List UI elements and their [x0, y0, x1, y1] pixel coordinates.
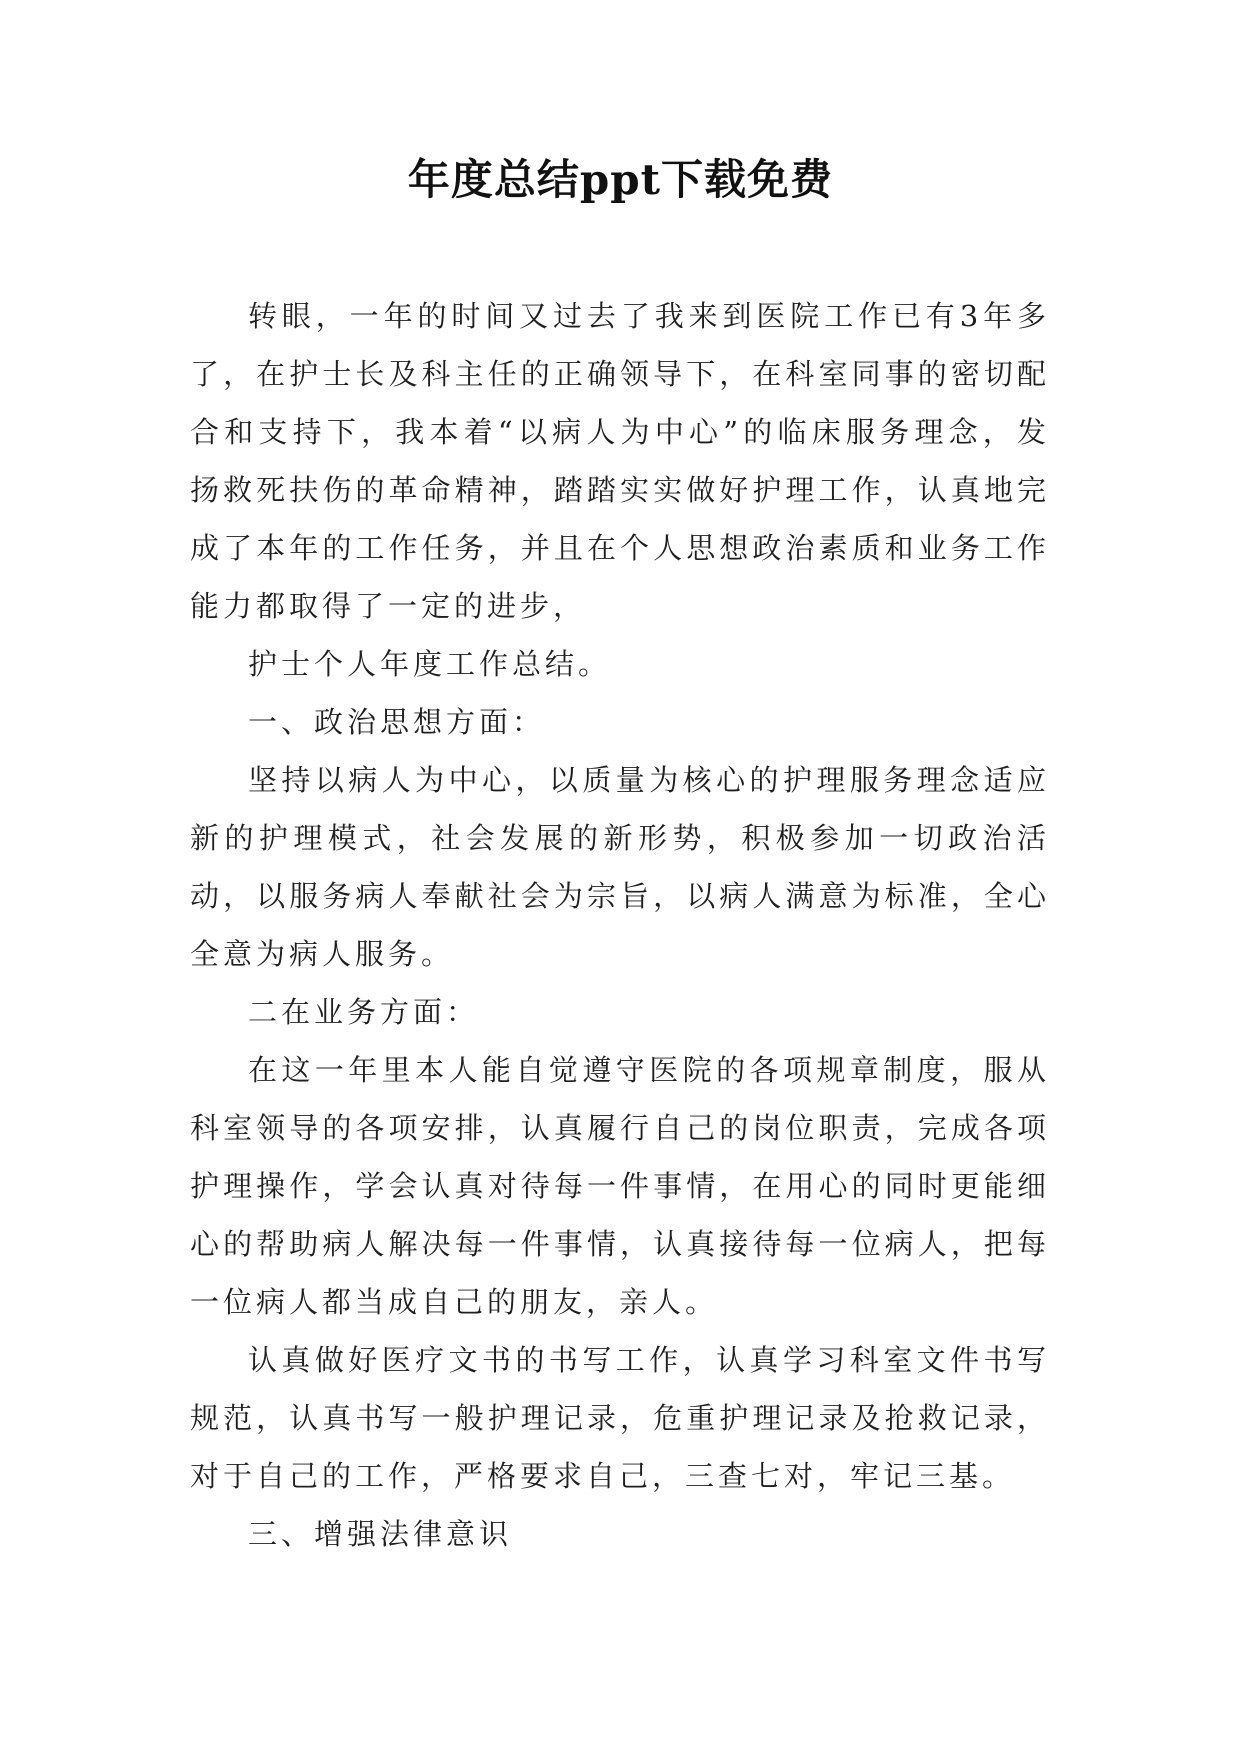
document-title: 年度总结ppt下载免费 — [407, 155, 834, 204]
paragraph-intro: 转眼，一年的时间又过去了我来到医院工作已有3年多了，在护士长及科主任的正确领导下，在科室同事的密切配合和支持下，我本着“以病人为中心”的临床服务理念，发扬救死扶伤的革命精神，踏踏实实做好护理工作，认真地完成了本年的工作任务，并且在个人思想政治素质和业务工作能力都取得了一定的进步， — [190, 299, 1050, 623]
paragraph-summary-title: 护士个人年度工作总结。 — [248, 647, 612, 681]
section-heading-business: 二在业务方面： — [248, 995, 480, 1029]
section-heading-politics: 一、政治思想方面： — [248, 705, 546, 739]
paragraph-business: 在这一年里本人能自觉遵守医院的各项规章制度，服从科室领导的各项安排，认真履行自己的岗位职责，完成各项护理操作，学会认真对待每一件事情，在用心的同时更能细心的帮助病人解决每一件事情，认真接待每一位病人，把每一位病人都当成自己的朋友，亲人。 — [190, 1053, 1050, 1319]
paragraph-documents: 认真做好医疗文书的书写工作，认真学习科室文件书写规范，认真书写一般护理记录，危重护理记录及抢救记录，对于自己的工作，严格要求自己，三查七对，牢记三基。 — [190, 1343, 1050, 1493]
document-body — [190, 287, 1050, 1563]
section-heading-law: 三、增强法律意识 — [248, 1517, 513, 1551]
paragraph-politics: 坚持以病人为中心，以质量为核心的护理服务理念适应新的护理模式，社会发展的新形势，积极参加一切政治活动，以服务病人奉献社会为宗旨，以病人满意为标准，全心全意为病人服务。 — [190, 763, 1050, 971]
